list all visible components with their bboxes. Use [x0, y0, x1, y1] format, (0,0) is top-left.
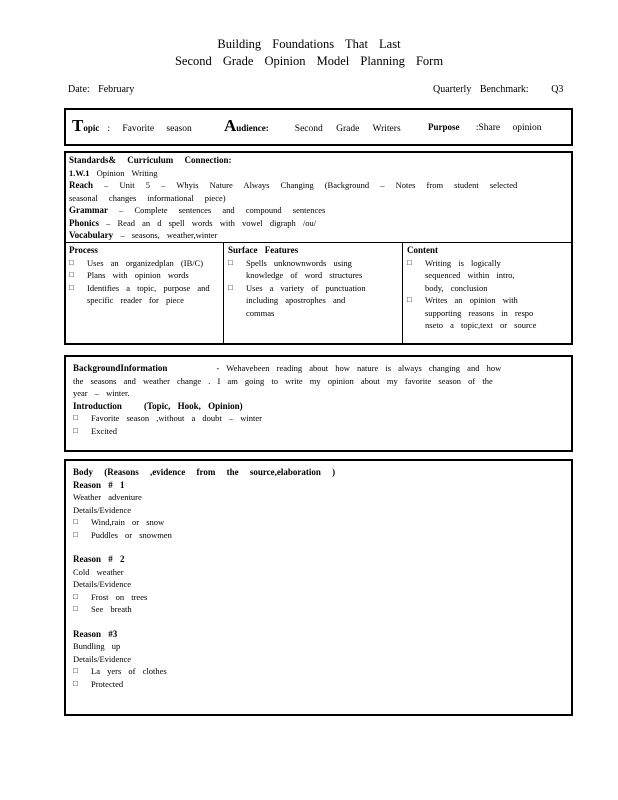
introduction-sub: (Topic, Hook, Opinion) — [143, 400, 243, 411]
benchmark-row — [433, 84, 563, 95]
phonics-label: Phonics — [69, 217, 100, 228]
introduction-list — [73, 412, 563, 437]
process-item: □ Identifies a topic, purpose and specific reader for piece — [69, 282, 213, 307]
columns-divider — [66, 242, 571, 243]
detail-item: □ Frost on trees — [73, 591, 563, 604]
column-divider-1 — [223, 242, 224, 343]
body-section — [73, 466, 563, 690]
detail-item: □ Protected — [73, 678, 563, 691]
surface-item: □ Spells unknownwords using knowledge of word structures — [228, 257, 378, 282]
date-value: February — [98, 84, 135, 95]
background-heading: BackgroundInformation — [73, 363, 168, 373]
form-title-line2: Second Grade Opinion Model Planning Form — [174, 54, 444, 68]
reason-title: Bundling up — [73, 641, 121, 651]
background-text-3: year – winter. — [73, 388, 130, 398]
intro-item: □ Excited — [73, 425, 563, 438]
topic-field — [72, 116, 192, 136]
vocabulary-text: – seasons, weather,winter — [120, 230, 218, 240]
background-section — [73, 362, 563, 437]
background-text-1: - Wehavebeen reading about how nature is always changing and how — [216, 363, 502, 373]
purpose-value: :Share opinion — [475, 123, 542, 133]
audience-field — [224, 116, 401, 136]
introduction-label: Introduction — [73, 400, 122, 411]
details-label: Details/Evidence — [73, 653, 132, 664]
reach-text-cont: seasonal changes informational piece) — [69, 192, 226, 203]
body-box — [64, 459, 573, 716]
process-item: □ Plans with opinion words — [69, 269, 213, 282]
reach-text: – Unit 5 – Whyis Nature Always Changing (Background – Notes from student selected — [104, 180, 518, 190]
surface-heading: Surface Features — [228, 245, 299, 255]
surface-features-column — [228, 244, 378, 319]
phonics-text: – Read an d spell words with vowel digraph /ou/ — [106, 217, 317, 228]
audience-initial: A — [224, 116, 237, 135]
reason-title: Weather adventure — [73, 492, 142, 502]
purpose-field — [428, 122, 542, 133]
reason-title: Cold weather — [73, 566, 124, 577]
surface-item: □ Uses a variety of punctuation including apostrophes and commas — [228, 282, 378, 320]
process-list — [69, 257, 213, 307]
body-heading: Body (Reasons ,evidence from the source,elaboration ) — [73, 467, 336, 477]
topic-value: : Favorite season — [107, 124, 192, 134]
column-divider-2 — [402, 242, 403, 343]
standards-box — [64, 151, 573, 345]
reason-label: Reason # 1 — [73, 479, 125, 490]
standard-code: 1.W.1 — [69, 167, 90, 178]
content-heading: Content — [407, 245, 438, 255]
grammar-text: – Complete sentences and compound sentences — [119, 205, 326, 215]
form-title-line1: Building Foundations That Last — [217, 37, 401, 51]
reason-details-list — [73, 591, 563, 616]
content-item: □ Writes an opinion with supporting reasons in respo nseto a topic,text or source — [407, 294, 537, 332]
topic-bar — [64, 108, 573, 146]
benchmark-label: Quarterly Benchmark: — [433, 84, 529, 95]
process-item: □ Uses an organizedplan (IB/C) — [69, 257, 213, 270]
detail-item: □ La yers of clothes — [73, 665, 563, 678]
process-heading: Process — [69, 245, 98, 255]
benchmark-value: Q3 — [551, 84, 564, 95]
content-column — [407, 244, 537, 332]
topic-label: opic — [83, 123, 100, 133]
detail-item: □ Puddles or snowmen — [73, 529, 563, 542]
surface-list — [228, 257, 378, 320]
details-label: Details/Evidence — [73, 579, 132, 589]
reason-block-3 — [73, 628, 563, 691]
standards-heading: Standards& Curriculum Connection: — [69, 155, 232, 165]
content-list — [407, 257, 537, 332]
reach-label: Reach — [69, 180, 93, 190]
reason-block-1 — [73, 479, 563, 542]
grammar-label: Grammar — [69, 205, 108, 215]
reason-details-list — [73, 516, 563, 541]
reason-label: Reason #3 — [73, 628, 118, 639]
process-column — [69, 244, 213, 307]
reason-label: Reason # 2 — [73, 554, 125, 564]
detail-item: □ Wind,rain or snow — [73, 516, 563, 529]
purpose-label: Purpose — [428, 122, 460, 132]
vocabulary-label: Vocabulary — [69, 230, 114, 240]
reason-details-list — [73, 665, 563, 690]
standard-text: Opinion Writing — [96, 167, 158, 178]
detail-item: □ See breath — [73, 603, 563, 616]
topic-initial: T — [72, 116, 84, 135]
standards-section — [69, 154, 569, 242]
date-label: Date: — [68, 84, 90, 95]
background-box — [64, 355, 573, 452]
background-text-2: the seasons and weather change . I am going to write my opinion about my favorite season of the — [73, 375, 493, 386]
date-row — [68, 84, 134, 95]
intro-item: □ Favorite season ,without a doubt – winter — [73, 412, 563, 425]
content-item: □ Writing is logically sequenced within intro, body, conclusion — [407, 257, 537, 295]
audience-value: Second Grade Writers — [294, 124, 401, 134]
details-label: Details/Evidence — [73, 504, 132, 515]
reason-block-2 — [73, 553, 563, 616]
audience-label: udience: — [236, 123, 269, 133]
